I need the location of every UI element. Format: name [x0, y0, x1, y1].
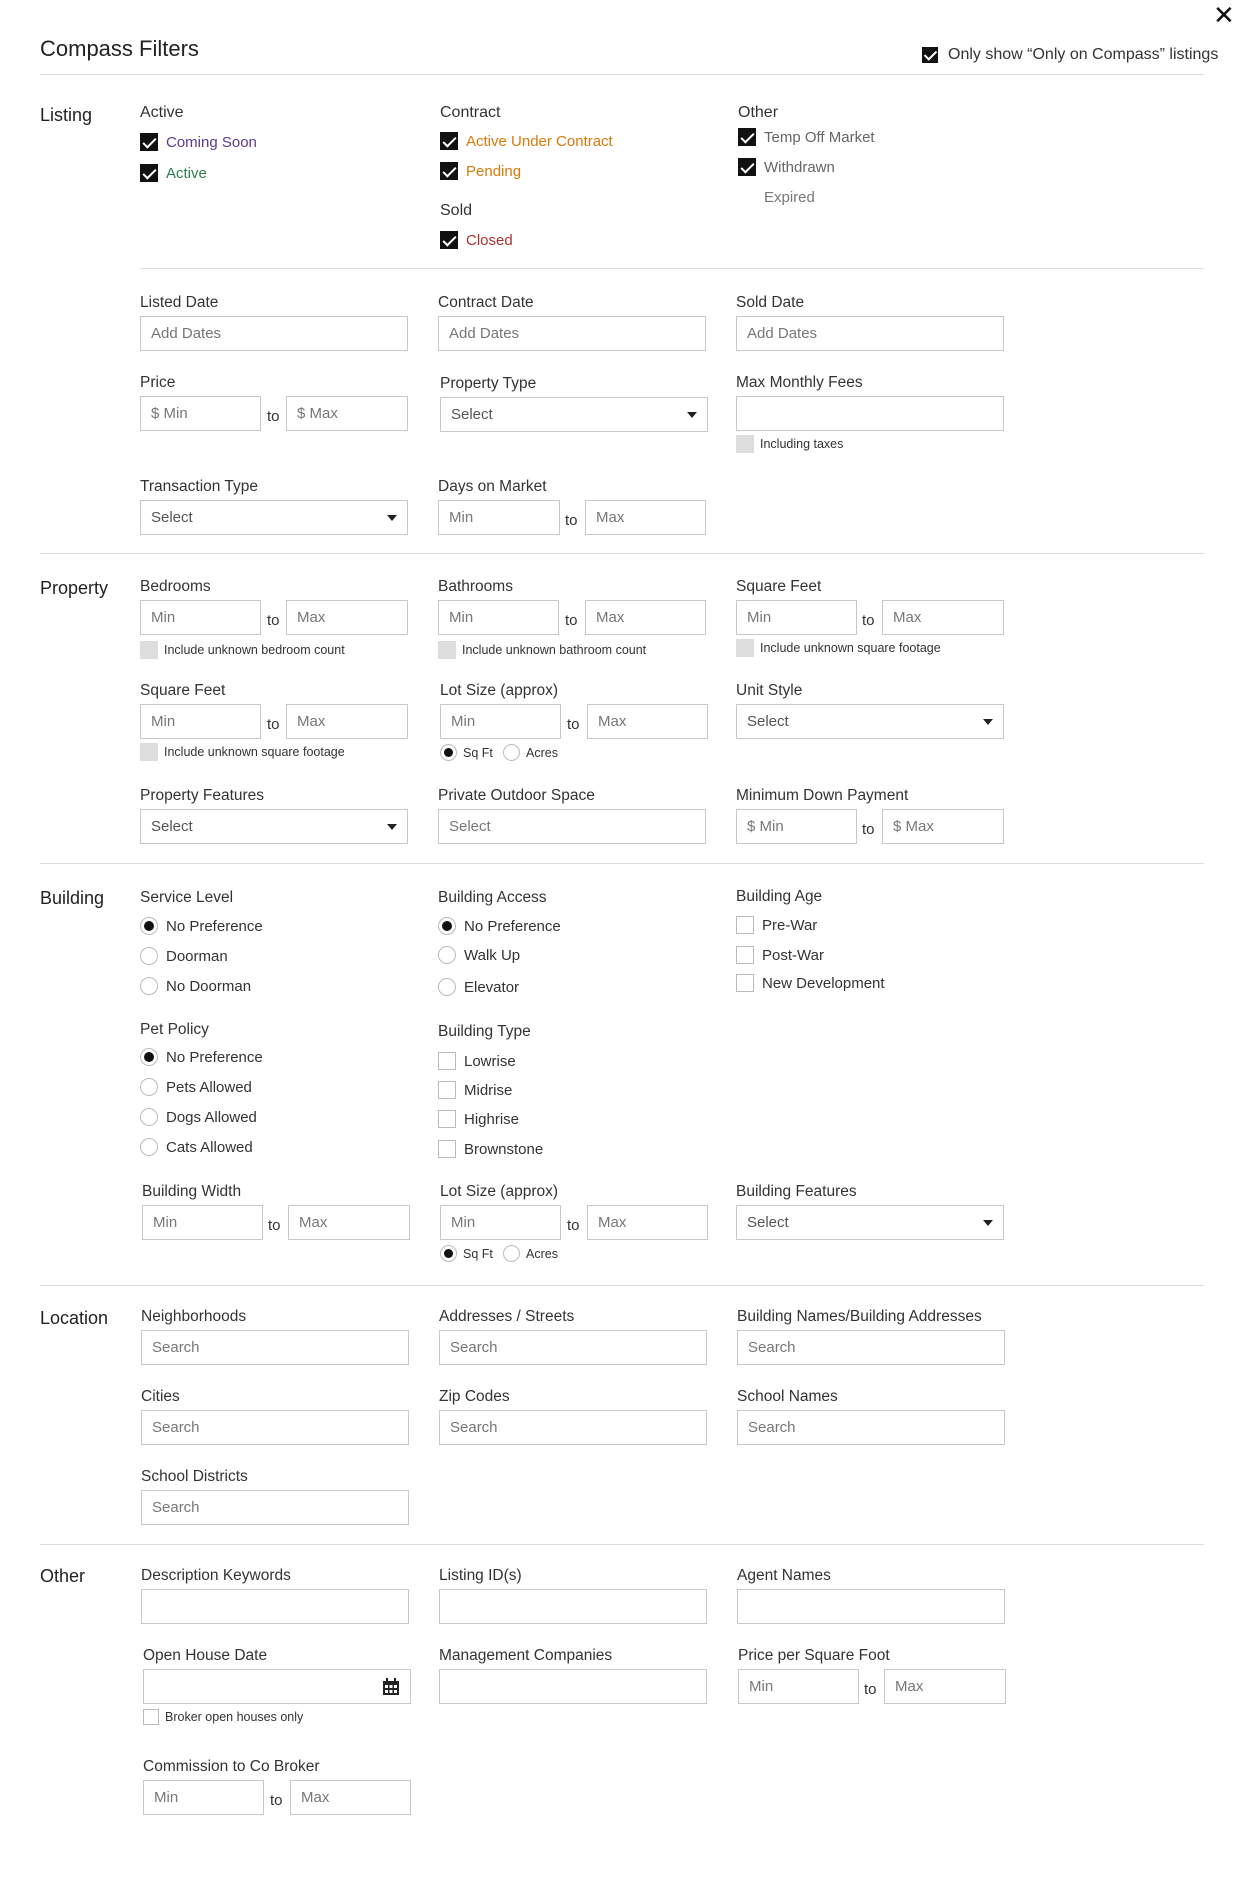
price-label: Price	[140, 374, 176, 391]
group-contract: Contract	[440, 104, 501, 121]
sold-date-label: Sold Date	[736, 294, 805, 311]
option-label: Midrise	[464, 1081, 513, 1099]
option-expired[interactable]	[738, 188, 815, 206]
pet-option[interactable]	[140, 1048, 263, 1066]
to-label: to	[567, 1217, 580, 1234]
to-label: to	[862, 821, 875, 838]
checkbox[interactable]	[140, 641, 158, 659]
min-down-payment-label: Minimum Down Payment	[736, 787, 909, 804]
property-features-select[interactable]	[140, 809, 408, 844]
page-title: Compass Filters	[40, 36, 199, 61]
to-label: to	[267, 716, 280, 733]
lot-unit-acres[interactable]	[503, 744, 558, 761]
width-max-input[interactable]: Max	[288, 1205, 410, 1240]
option-label: Include unknown bedroom count	[164, 643, 345, 657]
building-names-label: Building Names/Building Addresses	[737, 1308, 982, 1325]
select-value: Select	[151, 509, 193, 526]
section-property: Property	[40, 578, 109, 598]
access-option[interactable]	[438, 978, 519, 996]
group-sold: Sold	[440, 202, 473, 219]
select-value: Select	[151, 818, 193, 835]
radio[interactable]	[440, 1245, 457, 1262]
group-other: Other	[738, 104, 779, 121]
chevron-down-icon	[983, 1220, 993, 1226]
access-option[interactable]	[438, 946, 520, 964]
divider	[40, 74, 1204, 75]
open-house-date-label: Open House Date	[143, 1647, 268, 1664]
option-label: Elevator	[464, 978, 520, 996]
lot-unit-sqft[interactable]	[440, 744, 493, 761]
radio[interactable]	[503, 1245, 520, 1262]
age-option[interactable]	[736, 974, 885, 992]
divider	[140, 268, 1204, 269]
sqft2-max-input[interactable]: Max	[286, 704, 408, 739]
option-label: Pending	[466, 162, 522, 180]
lot2-min-input[interactable]: Min	[440, 1205, 561, 1240]
checkbox[interactable]	[736, 639, 754, 657]
pet-policy-label: Pet Policy	[140, 1021, 209, 1038]
only-compass-label: Only show “Only on Compass” listings	[948, 46, 1219, 63]
lot-size-label: Lot Size (approx)	[440, 682, 559, 699]
building-type-label: Building Type	[438, 1023, 531, 1040]
to-label: to	[267, 612, 280, 629]
select-value: Select	[451, 406, 493, 423]
only-compass-checkbox[interactable]	[922, 47, 938, 63]
including-taxes-option[interactable]	[736, 435, 843, 453]
cities-label: Cities	[141, 1388, 180, 1405]
school-districts-label: School Districts	[141, 1468, 248, 1485]
addresses-label: Addresses / Streets	[439, 1308, 575, 1325]
checkbox[interactable]	[438, 1140, 456, 1158]
to-label: to	[267, 408, 280, 425]
radio[interactable]	[140, 1108, 158, 1126]
agent-names-input[interactable]	[737, 1589, 1005, 1624]
commission-max-input[interactable]: Max	[290, 1780, 411, 1815]
select-value: Select	[747, 713, 789, 730]
chevron-down-icon	[983, 719, 993, 725]
description-keywords-input[interactable]	[141, 1589, 409, 1624]
option-label: Expired	[764, 188, 815, 206]
neighborhoods-search-input[interactable]: Search	[141, 1330, 409, 1365]
contract-date-input[interactable]: Add Dates	[438, 316, 706, 351]
type-option[interactable]	[438, 1110, 519, 1128]
option-temp-off-market[interactable]	[738, 128, 875, 146]
option-withdrawn[interactable]	[738, 158, 835, 176]
neighborhoods-label: Neighborhoods	[141, 1308, 247, 1325]
checkbox[interactable]	[440, 231, 458, 249]
radio[interactable]	[438, 978, 456, 996]
school-names-label: School Names	[737, 1388, 838, 1405]
ppsf-min-input[interactable]: Min	[738, 1669, 859, 1704]
sqft2-min-input[interactable]: Min	[140, 704, 261, 739]
option-label: Acres	[526, 1246, 558, 1261]
service-option[interactable]	[140, 947, 228, 965]
property-features-label: Property Features	[140, 787, 265, 804]
down-payment-min-input[interactable]: $ Min	[736, 809, 857, 844]
chevron-down-icon	[387, 824, 397, 830]
lot-size-label-2: Lot Size (approx)	[440, 1183, 559, 1200]
to-label: to	[565, 512, 578, 529]
checkbox[interactable]	[140, 164, 158, 182]
width-min-input[interactable]: Min	[142, 1205, 263, 1240]
unit-style-select[interactable]	[736, 704, 1004, 739]
option-label: Broker open houses only	[165, 1710, 304, 1724]
sold-date-input[interactable]: Add Dates	[736, 316, 1004, 351]
option-label: Closed	[466, 231, 513, 249]
checkbox[interactable]	[438, 1110, 456, 1128]
school-names-search-input[interactable]: Search	[737, 1410, 1005, 1445]
option-label: Withdrawn	[764, 158, 835, 176]
option-label: New Development	[762, 974, 885, 992]
option-label: Include unknown square footage	[760, 641, 941, 655]
divider	[40, 1285, 1204, 1286]
management-companies-input[interactable]	[439, 1669, 707, 1704]
bathrooms-min-input[interactable]: Min	[438, 600, 559, 635]
agent-names-label: Agent Names	[737, 1567, 831, 1584]
checkbox[interactable]	[736, 946, 754, 964]
service-option[interactable]	[140, 917, 263, 935]
unknown-sqft-option-2[interactable]	[140, 743, 345, 761]
close-icon[interactable]: ✕	[1213, 0, 1235, 30]
square-feet-label-2: Square Feet	[140, 682, 226, 699]
divider	[40, 553, 1204, 554]
type-option[interactable]	[438, 1052, 516, 1070]
option-pending[interactable]	[440, 162, 521, 180]
section-other: Other	[40, 1566, 86, 1586]
down-payment-max-input[interactable]: $ Max	[882, 809, 1004, 844]
to-label: to	[565, 612, 578, 629]
bathrooms-label: Bathrooms	[438, 578, 513, 595]
sqft-min-input[interactable]: Min	[736, 600, 857, 635]
price-min-input[interactable]: $ Min	[140, 396, 261, 431]
to-label: to	[864, 1681, 877, 1698]
commission-min-input[interactable]: Min	[143, 1780, 264, 1815]
lot2-unit-sqft[interactable]	[440, 1245, 493, 1262]
checkbox[interactable]	[440, 132, 458, 150]
age-option[interactable]	[736, 946, 824, 964]
to-label: to	[270, 1792, 283, 1809]
option-label: No Preference	[166, 917, 263, 935]
transaction-type-select[interactable]	[140, 500, 408, 535]
bedrooms-min-input[interactable]: Min	[140, 600, 261, 635]
radio[interactable]	[140, 1078, 158, 1096]
type-option[interactable]	[438, 1081, 512, 1099]
section-building: Building	[40, 888, 105, 908]
building-width-label: Building Width	[142, 1183, 242, 1200]
option-label: Walk Up	[464, 946, 521, 964]
listed-date-label: Listed Date	[140, 294, 219, 311]
option-active[interactable]	[140, 164, 207, 182]
option-label: Pre-War	[762, 916, 818, 934]
school-districts-search-input[interactable]: Search	[141, 1490, 409, 1525]
private-outdoor-select[interactable]: Select	[438, 809, 706, 844]
section-listing: Listing	[40, 105, 93, 125]
description-keywords-label: Description Keywords	[141, 1567, 291, 1584]
to-label: to	[862, 612, 875, 629]
option-label: Coming Soon	[166, 133, 257, 151]
option-label: No Preference	[166, 1048, 263, 1066]
listing-ids-label: Listing ID(s)	[439, 1567, 522, 1584]
select-value: Select	[747, 1214, 789, 1231]
unknown-sqft-option[interactable]	[736, 639, 941, 657]
option-label: Pets Allowed	[166, 1078, 252, 1096]
property-type-label: Property Type	[440, 375, 537, 392]
option-label: Temp Off Market	[764, 128, 875, 146]
service-level-label: Service Level	[140, 889, 234, 906]
checkbox[interactable]	[738, 128, 756, 146]
management-companies-label: Management Companies	[439, 1647, 613, 1664]
open-house-date-input[interactable]	[143, 1669, 411, 1704]
dom-max-input[interactable]: Max	[585, 500, 706, 535]
listing-ids-input[interactable]	[439, 1589, 707, 1624]
radio[interactable]	[140, 917, 158, 935]
radio[interactable]	[440, 744, 457, 761]
cities-search-input[interactable]: Search	[141, 1410, 409, 1445]
broker-only-option[interactable]	[143, 1709, 303, 1725]
transaction-type-label: Transaction Type	[140, 478, 259, 495]
bedrooms-max-input[interactable]: Max	[286, 600, 408, 635]
option-label: Including taxes	[760, 437, 844, 451]
max-monthly-fees-input[interactable]	[736, 396, 1004, 431]
pet-option[interactable]	[140, 1078, 252, 1096]
checkbox[interactable]	[736, 916, 754, 934]
listed-date-input[interactable]: Add Dates	[140, 316, 408, 351]
section-location: Location	[40, 1308, 109, 1328]
age-option[interactable]	[736, 916, 817, 934]
option-label: Cats Allowed	[166, 1138, 253, 1156]
service-option[interactable]	[140, 977, 251, 995]
lot-min-input[interactable]: Min	[440, 704, 561, 739]
building-features-select[interactable]	[736, 1205, 1004, 1240]
option-label: Active Under Contract	[466, 132, 613, 150]
checkbox[interactable]	[440, 162, 458, 180]
chevron-down-icon	[387, 515, 397, 521]
price-max-input[interactable]: $ Max	[286, 396, 408, 431]
radio[interactable]	[140, 947, 158, 965]
option-label: Highrise	[464, 1110, 520, 1128]
radio[interactable]	[438, 917, 456, 935]
option-label: Acres	[526, 745, 558, 760]
option-label: Brownstone	[464, 1140, 544, 1158]
private-outdoor-label: Private Outdoor Space	[438, 787, 595, 804]
building-age-label: Building Age	[736, 888, 823, 905]
type-option[interactable]	[438, 1140, 543, 1158]
group-active: Active	[140, 104, 184, 121]
unit-style-label: Unit Style	[736, 682, 803, 699]
zip-codes-label: Zip Codes	[439, 1388, 510, 1405]
divider	[40, 863, 1204, 864]
to-label: to	[268, 1217, 281, 1234]
option-label: Post-War	[762, 946, 824, 964]
option-active-under-contract[interactable]	[440, 132, 613, 150]
lot2-max-input[interactable]: Max	[587, 1205, 708, 1240]
building-access-label: Building Access	[438, 889, 547, 906]
property-type-select[interactable]	[440, 397, 708, 432]
unknown-bathroom-option[interactable]	[438, 641, 646, 659]
addresses-search-input[interactable]: Search	[439, 1330, 707, 1365]
option-label: Sq Ft	[463, 745, 493, 760]
building-names-search-input[interactable]: Search	[737, 1330, 1005, 1365]
to-label: to	[567, 716, 580, 733]
lot-max-input[interactable]: Max	[587, 704, 708, 739]
checkbox[interactable]	[738, 188, 756, 206]
sqft-max-input[interactable]: Max	[882, 600, 1004, 635]
bathrooms-max-input[interactable]: Max	[585, 600, 706, 635]
max-monthly-fees-label: Max Monthly Fees	[736, 374, 863, 391]
option-label: No Doorman	[166, 977, 252, 995]
building-features-label: Building Features	[736, 1183, 857, 1200]
radio[interactable]	[140, 1048, 158, 1066]
ppsf-max-input[interactable]: Max	[884, 1669, 1006, 1704]
chevron-down-icon	[687, 412, 697, 418]
option-label: Lowrise	[464, 1052, 516, 1070]
radio[interactable]	[438, 946, 456, 964]
bedrooms-label: Bedrooms	[140, 578, 211, 595]
option-closed[interactable]	[440, 231, 513, 249]
option-label: Active	[166, 164, 207, 182]
radio[interactable]	[140, 977, 158, 995]
checkbox[interactable]	[738, 158, 756, 176]
lot2-unit-acres[interactable]	[503, 1245, 558, 1262]
option-label: Sq Ft	[463, 1246, 493, 1261]
option-coming-soon[interactable]	[140, 133, 257, 151]
checkbox[interactable]	[438, 641, 456, 659]
option-label: Include unknown square footage	[164, 745, 345, 759]
days-on-market-label: Days on Market	[438, 478, 547, 495]
checkbox[interactable]	[736, 435, 754, 453]
unknown-bedroom-option[interactable]	[140, 641, 345, 659]
option-label: Dogs Allowed	[166, 1108, 257, 1126]
pet-option[interactable]	[140, 1138, 253, 1156]
calendar-icon[interactable]	[382, 1678, 400, 1696]
pet-option[interactable]	[140, 1108, 257, 1126]
checkbox[interactable]	[736, 974, 754, 992]
zip-codes-search-input[interactable]: Search	[439, 1410, 707, 1445]
checkbox[interactable]	[438, 1081, 456, 1099]
divider	[40, 1544, 1204, 1545]
option-label: Include unknown bathroom count	[462, 643, 647, 657]
commission-label: Commission to Co Broker	[143, 1758, 320, 1775]
checkbox[interactable]	[143, 1709, 159, 1725]
option-label: Doorman	[166, 947, 228, 965]
price-per-sqft-label: Price per Square Foot	[738, 1647, 890, 1664]
checkbox[interactable]	[438, 1052, 456, 1070]
checkbox[interactable]	[140, 743, 158, 761]
access-option[interactable]	[438, 917, 561, 935]
square-feet-label: Square Feet	[736, 578, 822, 595]
radio[interactable]	[140, 1138, 158, 1156]
only-compass-toggle[interactable]	[922, 46, 1218, 64]
dom-min-input[interactable]: Min	[438, 500, 560, 535]
contract-date-label: Contract Date	[438, 294, 534, 311]
radio[interactable]	[503, 744, 520, 761]
option-label: No Preference	[464, 917, 561, 935]
checkbox[interactable]	[140, 133, 158, 151]
